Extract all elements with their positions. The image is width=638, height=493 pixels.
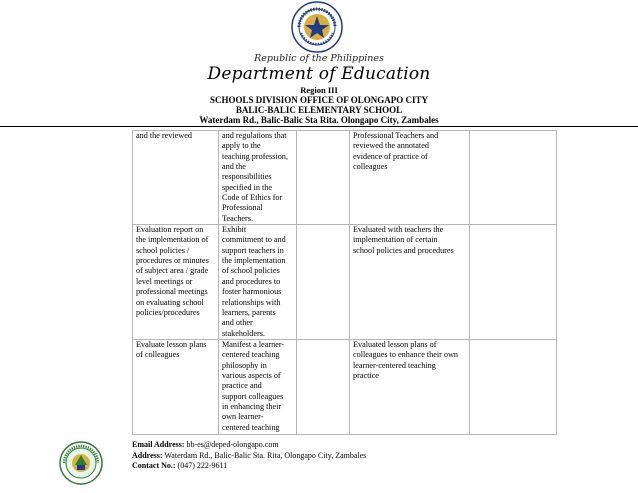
- table-row: [133, 339, 557, 434]
- table-row: [133, 131, 557, 225]
- region-line: Region III: [300, 85, 338, 95]
- table-cell-empty: [470, 131, 557, 225]
- footer-contact-label: Contact No.:: [132, 461, 176, 470]
- footer-address-label: Address:: [132, 451, 163, 460]
- table-row: [133, 225, 557, 340]
- school-name: BALIC-BALIC ELEMENTARY SCHOOL: [235, 105, 403, 115]
- table-cell-means-of-verification: Evaluate lesson plans of colleagues: [133, 339, 219, 434]
- footer-address: [132, 451, 366, 460]
- header-divider: [0, 126, 638, 127]
- department-title: Department of Education: [207, 64, 431, 84]
- table-cell-empty: [470, 225, 557, 340]
- table-cell-empty: [297, 131, 350, 225]
- table-cell-evidence: Evaluated lesson plans of colleagues to enhance their own learner-centered teaching practice: [350, 339, 470, 434]
- table-cell-indicator: Manifest a learner- centered teaching philosophy in various aspects of practice and support colleagues in enhancing their own learner- centered teaching: [219, 339, 297, 434]
- republic-line: Republic of the Philippines: [254, 53, 384, 64]
- school-seal-icon: [59, 441, 103, 485]
- division-line: SCHOOLS DIVISION OFFICE OF OLONGAPO CITY: [210, 95, 428, 105]
- table-cell-empty: [297, 225, 350, 340]
- footer-email: [132, 440, 279, 449]
- table-cell-empty: [470, 339, 557, 434]
- table-cell-evidence: Evaluated with teachers the implementation of certain school policies and procedures: [350, 225, 470, 340]
- footer-email-label: Email Address:: [132, 440, 185, 449]
- deped-seal-icon: [291, 1, 343, 53]
- footer-email-value: bb-es@deped-olongapo.com: [186, 440, 279, 449]
- table-cell-evidence: Professional Teachers and reviewed the annotated evidence of practice of colleagues: [350, 131, 470, 225]
- footer-contact: [132, 461, 227, 470]
- table-cell-means-of-verification: and the reviewed: [133, 131, 219, 225]
- table-cell-empty: [297, 339, 350, 434]
- school-address: Waterdam Rd., Balic-Balic Sta Rita. Olongapo City, Zambales: [199, 115, 439, 125]
- competency-table: [132, 130, 557, 435]
- table-cell-indicator: Exhibit commitment to and support teachers in the implementation of school policies and procedures to foster harmonious relationships with learners, parents and other stakeholders.: [219, 225, 297, 340]
- footer-contact-value: (047) 222-9611: [177, 461, 228, 470]
- table-cell-means-of-verification: Evaluation report on the implementation of school policies / procedures or minutes of subject area / grade level meetings or professional meetings on evaluating school policies/procedures: [133, 225, 219, 340]
- footer-address-value: Waterdam Rd., Balic-Balic Sta. Rita, Olongapo City, Zambales: [164, 451, 367, 460]
- table-cell-indicator: and regulations that apply to the teaching profession, and the responsibilities specified in the Code of Ethics for Professional Teachers.: [219, 131, 297, 225]
